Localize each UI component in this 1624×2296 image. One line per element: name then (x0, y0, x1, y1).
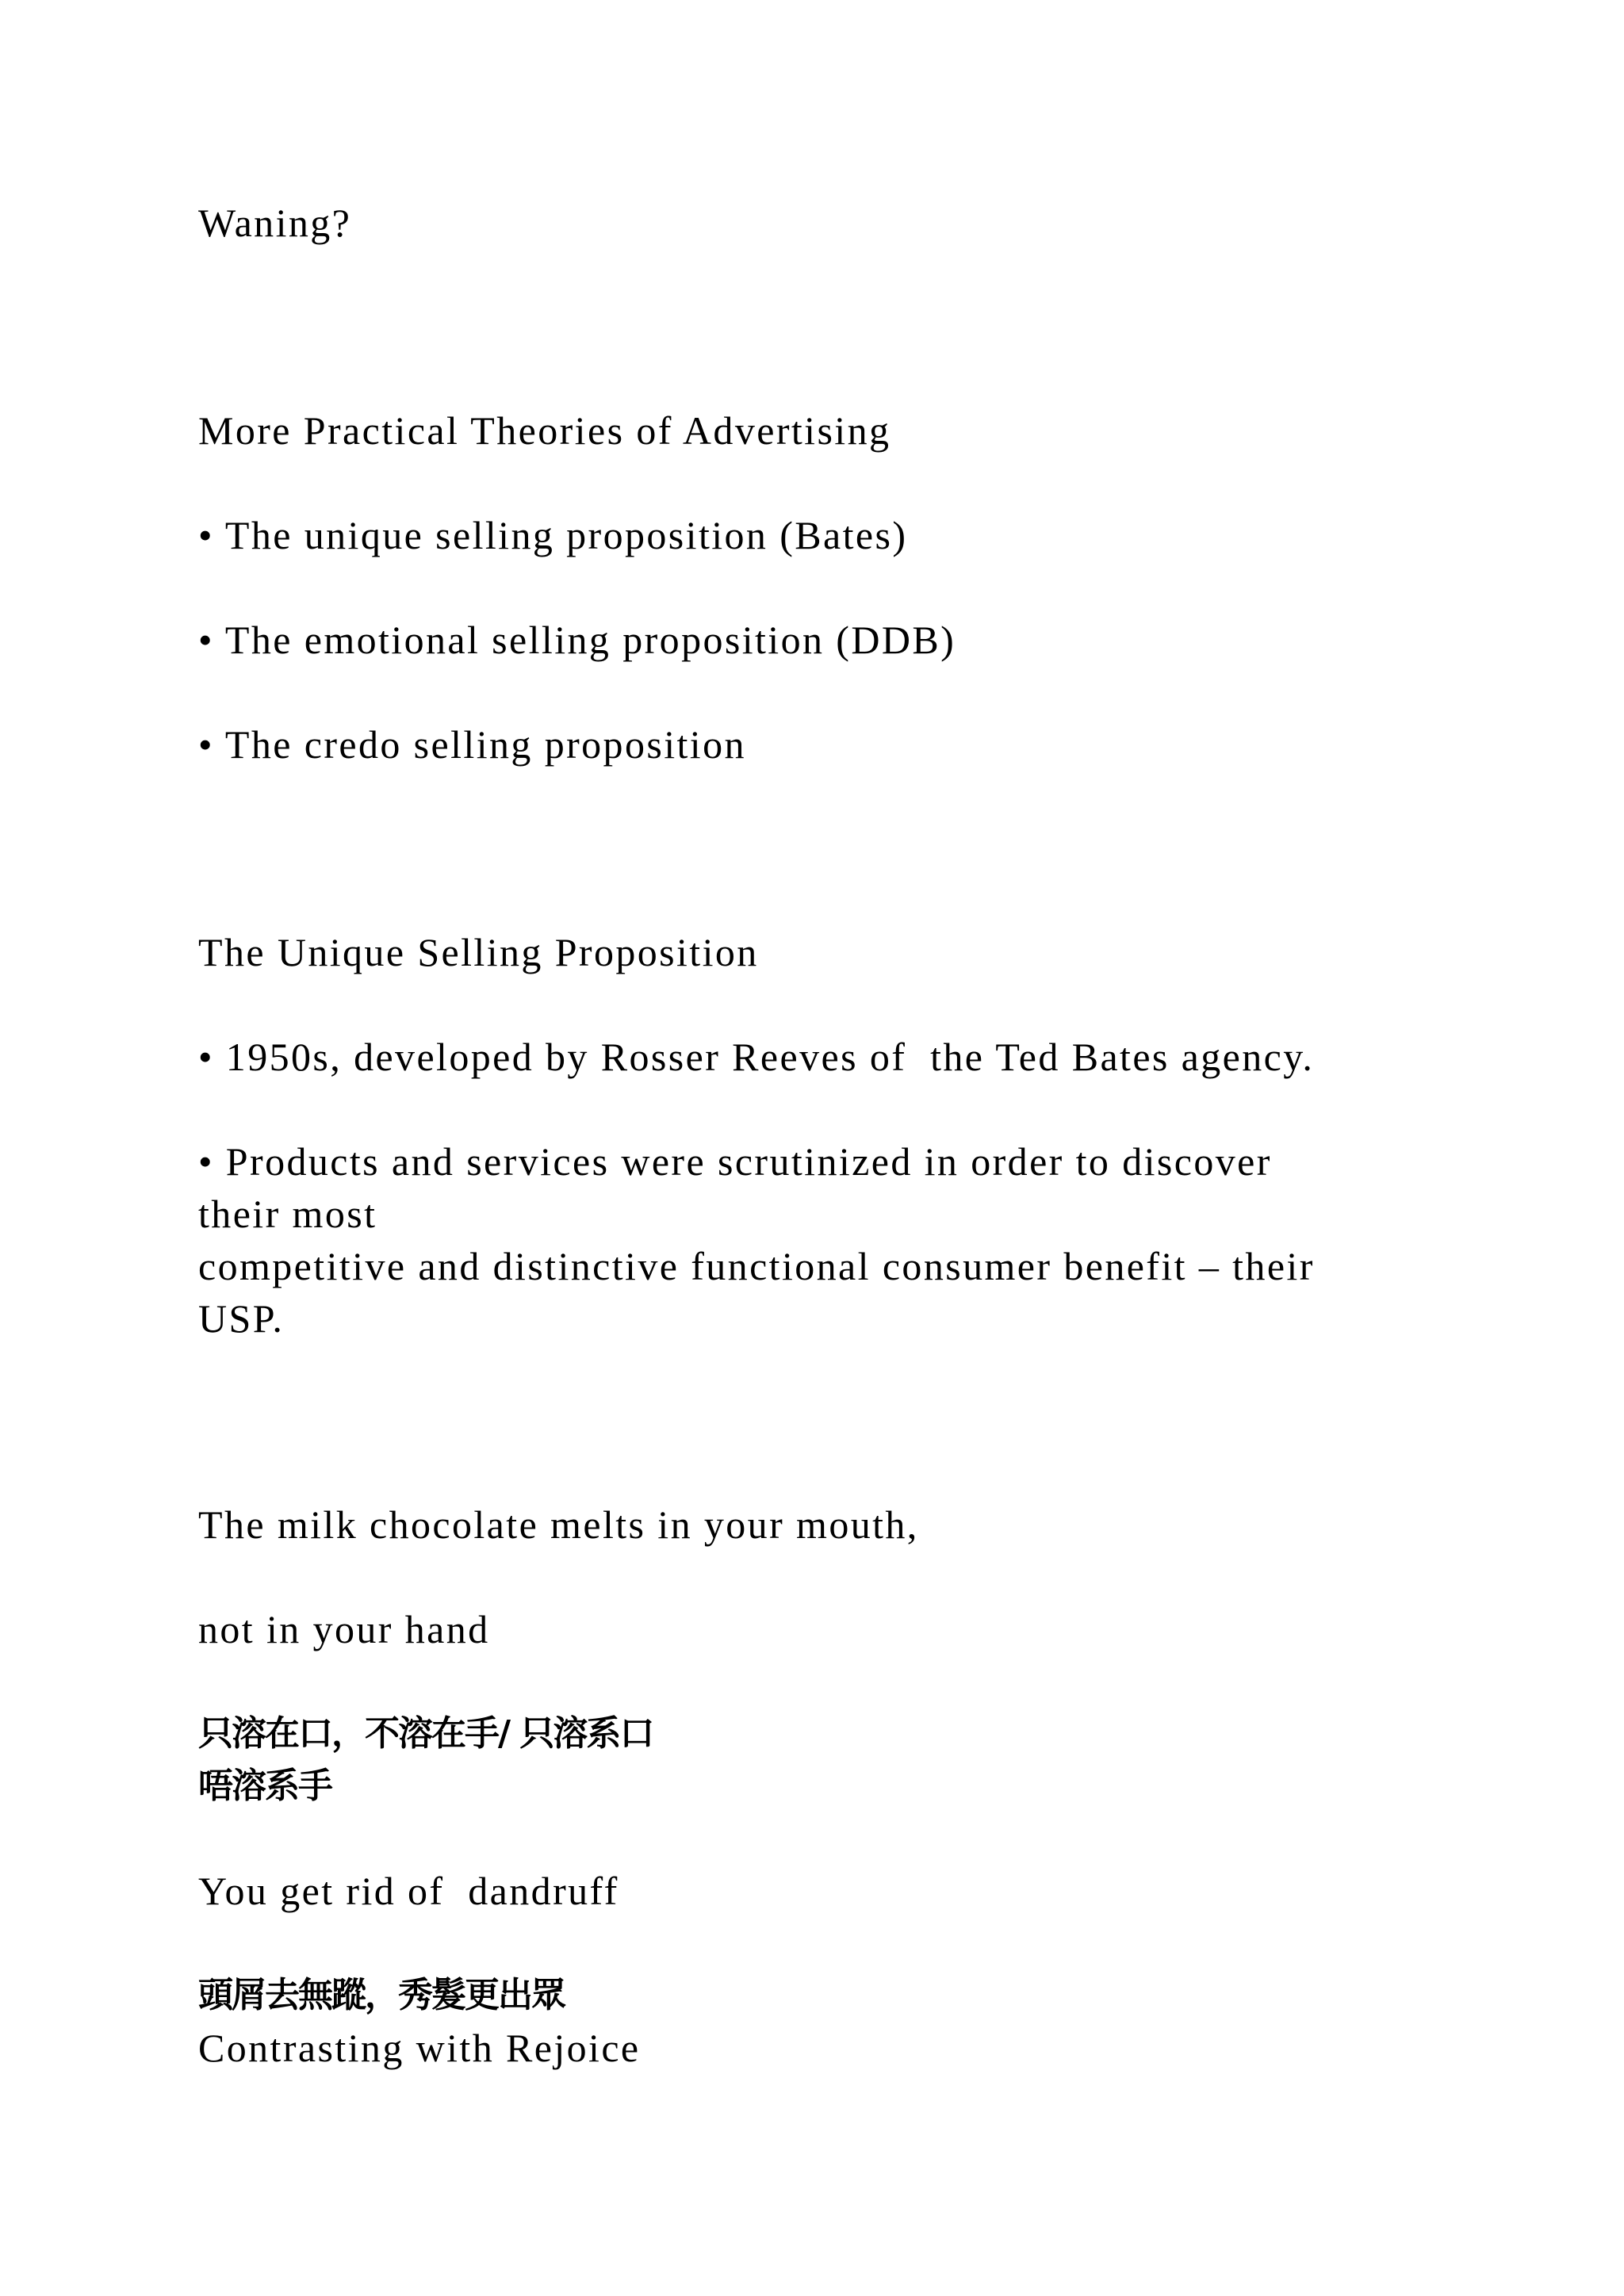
chinese-shampoo-slogan: 頭屑去無蹤，秀髮更出眾 (198, 1975, 565, 2015)
chocolate-slogan-line-1: The milk chocolate melts in your mouth, (198, 1502, 919, 1547)
contrasting-with-rejoice: Contrasting with Rejoice (198, 2026, 641, 2070)
bullet-products-scrutinized-line-4: USP. (198, 1296, 285, 1341)
bullet-emotional-selling-proposition: • The emotional selling proposition (DDB) (198, 618, 956, 662)
bullet-unique-selling-proposition: • The unique selling proposition (Bates) (198, 513, 908, 557)
dandruff-slogan: You get rid of dandruff (198, 1869, 619, 1913)
bullet-products-scrutinized-line-3: competitive and distinctive functional consumer benefit – their (198, 1244, 1315, 1288)
heading-unique-selling-proposition: The Unique Selling Proposition (198, 930, 759, 974)
bullet-products-scrutinized-line-2: their most (198, 1192, 377, 1236)
bullet-products-scrutinized-line-1: • Products and services were scrutinized in order to discover (198, 1139, 1272, 1184)
chinese-chocolate-slogan-line-1: 只溶在口，不溶在手/ 只溶系口 (198, 1713, 653, 1754)
chinese-chocolate-slogan-line-2: 唔溶系手 (198, 1766, 331, 1806)
heading-practical-theories: More Practical Theories of Advertising (198, 408, 891, 453)
bullet-credo-selling-proposition: • The credo selling proposition (198, 722, 746, 767)
bullet-1950s-rosser-reeves: • 1950s, developed by Rosser Reeves of the Ted Bates agency. (198, 1035, 1315, 1079)
heading-waning: Waning? (198, 201, 352, 245)
chocolate-slogan-line-2: not in your hand (198, 1607, 490, 1651)
